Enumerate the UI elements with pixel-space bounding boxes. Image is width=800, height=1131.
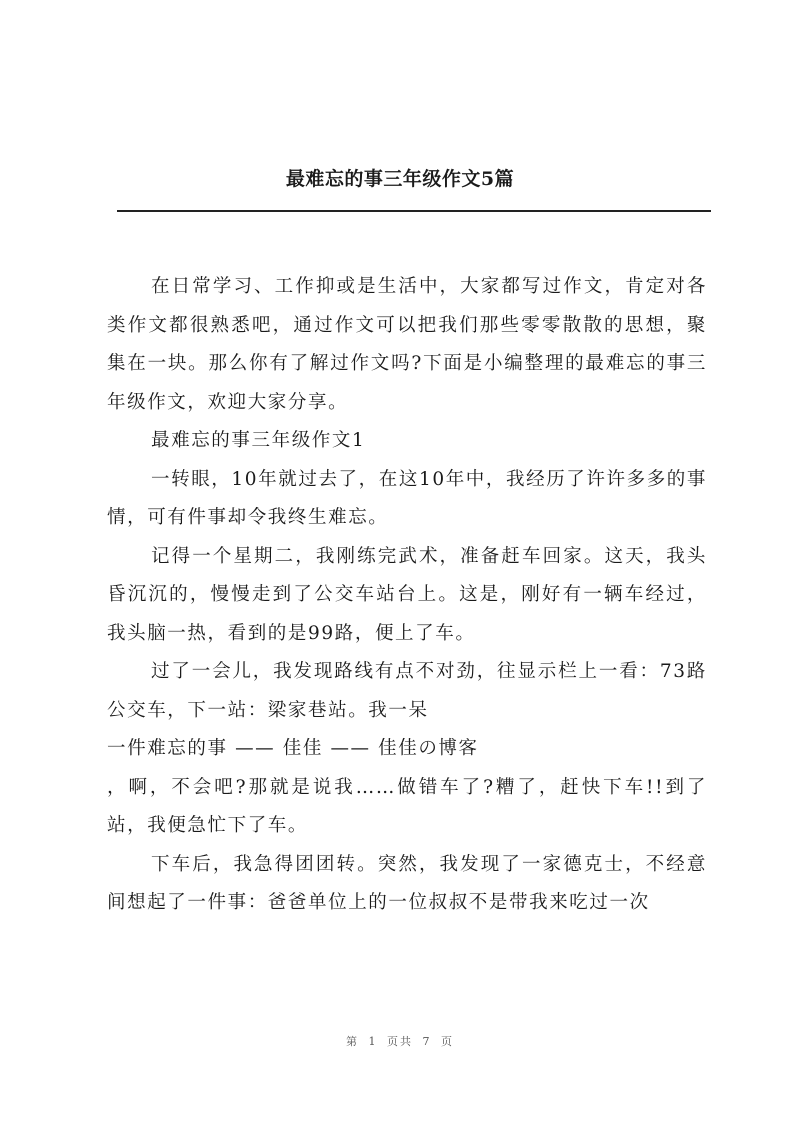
- paragraph: ，啊，不会吧?那就是说我……做错车了?糟了，赶快下车!!到了站，我便急忙下了车。: [107, 776, 707, 836]
- paragraph: 记得一个星期二，我刚练完武术，准备赶车回家。这天，我头昏沉沉的，慢慢走到了公交车站台上。这是，刚好有一辆车经过，我头脑一热，看到的是99路，便上了车。: [107, 545, 707, 644]
- essay-heading: 最难忘的事三年级作文1: [151, 430, 366, 451]
- paragraph-intro: 在日常学习、工作抑或是生活中，大家都写过作文，肯定对各类作文都很熟悉吧，通过作文可以把我们那些零零散散的思想，聚集在一块。那么你有了解过作文吗?下面是小编整理的最难忘的事三年级作文，欢迎大家分享。: [107, 276, 707, 413]
- blog-attribution: 一件难忘的事 —— 佳佳 —— 佳佳の博客: [107, 738, 479, 759]
- paragraph: 一转眼，10年就过去了，在这10年中，我经历了许许多多的事情，可有件事却令我终生难忘。: [107, 468, 707, 528]
- document-body: [107, 268, 707, 923]
- document-title: 最难忘的事三年级作文5篇: [285, 168, 515, 190]
- paragraph: 过了一会儿，我发现路线有点不对劲，往显示栏上一看：73路公交车，下一站：梁家巷站。我一呆: [107, 661, 707, 721]
- title-divider: [117, 210, 711, 212]
- paragraph: 下车后，我急得团团转。突然，我发现了一家德克士，不经意间想起了一件事：爸爸单位上的一位叔叔不是带我来吃过一次: [107, 853, 707, 913]
- page-number-footer: 第 1 页共 7 页: [346, 1035, 454, 1048]
